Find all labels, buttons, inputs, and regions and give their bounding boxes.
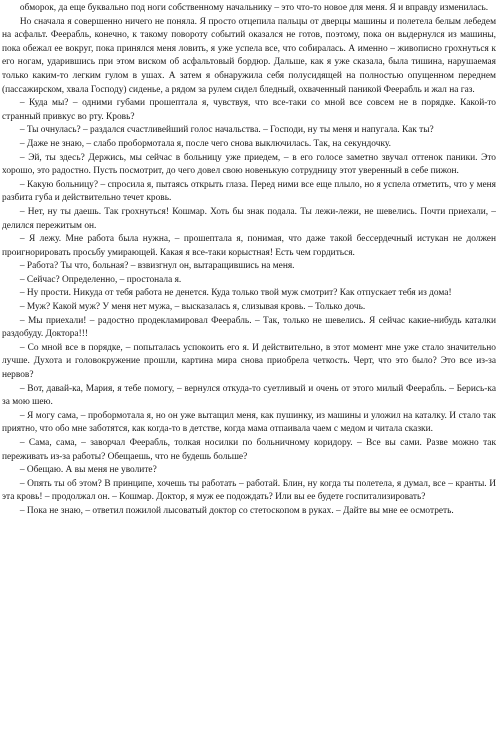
dialogue-line: – Опять ты об этом? В принципе, хочешь ты работать – работай. Блин, ну когда ты полетела, я думал, все – кранты. И эта кровь! – продолжал он. – Кошмар. Доктор, я муж ее подождать? Или вы ее будете госпитализировать? <box>2 478 496 503</box>
dialogue-line: – Пока не знаю, – ответил пожилой лысоватый доктор со стетоскопом в руках. – Дайте вы мне ее осмотреть. <box>19 505 454 516</box>
dialogue-line: – Даже не знаю, – слабо пробормотала я, после чего снова выключилась. Так, на секундочку. <box>19 138 391 149</box>
dialogue-line: – Эй, ты здесь? Держись, мы сейчас в больницу уже приедем, – в его голосе заметно звучал оттенок паники. Это хорошо, это радостно. Пусть посмотрит, до чего довел свою новенькую сотрудницу этот уверенный в себе пижон. <box>2 152 496 177</box>
dialogue-line: – Куда мы? – одними губами прошептала я, чувствуя, что все-таки со мной все совсем не в порядке. Какой-то странный привкус во рту. Кровь? <box>2 98 496 122</box>
dialogue-line: – Нет, ну ты даешь. Так грохнуться! Кошмар. Хоть бы знак подала. Ты лежи-лежи, не шевелись. Почти приехали, – делился пережитым он. <box>2 206 496 231</box>
dialogue-line: – Я могу сама, – пробормотала я, но он уже вытащил меня, как пушинку, из машины и уложил на каталку. И стало так приятно, что обо мне заботятся, как когда-то в детстве, когда мама отпаивала чаем с медом и читала сказки. <box>2 410 496 435</box>
dialogue-line: – Сама, сама, – заворчал Феерабль, толкая носилки по больничному коридору. – Все вы сами. Разве можно так переживать из-за работы? Обещаешь, что не будешь больше? <box>2 438 496 462</box>
dialogue-line: – Ты очнулась? – раздался счастливейший голос начальства. – Господи, ну ты меня и напугала. Как ты? <box>19 125 434 136</box>
dialogue-line: – Мы приехали! – радостно продекламировал Феерабль. – Так, только не шевелись. Я сейчас какие-нибудь каталки раздобуду. Доктора!!! <box>2 315 496 340</box>
dialogue-line: – Муж? Какой муж? У меня нет мужа, – высказалась я, слизывая кровь. – Только дочь. <box>19 302 366 313</box>
dialogue-line: – Ну прости. Никуда от тебя работа не денется. Куда только твой муж смотрит? Как отпускает тебя из дома! <box>19 288 452 299</box>
dialogue-line: – Работа? Ты что, больная? – взвизгнул он, вытаращившись на меня. <box>19 261 295 272</box>
paragraph: обморок, да еще буквально под ноги собственному начальнику – это что-то новое для меня. Я и вправду изменилась. <box>19 3 489 13</box>
paragraph: Но сначала я совершенно ничего не поняла. Я просто отцепила пальцы от дверцы машины и полетела белым лебедем на асфальт. Феерабль, конечно, к такому повороту событий оказался не готов, поэтому, пока он выдернулся из машины, пока обежал ее вокруг, пока принялся меня ловить, я уже успела все, что собиралась. А именно – живописно грохнуться к его ногам, ударившись при этом виском об асфальтовый бордюр. Дальше, как я уже сказала, была тишина, нарушаемая только каким-то легким гулом в ушах. А затем я обнаружила себя полусидящей на полностью опущенном переднем (пассажирском, хвала Господу) сиденье, а рядом за рулем сидел бледный, охваченный паникой Феерабль и жал на газ. <box>2 16 496 95</box>
dialogue-line: – Какую больницу? – спросила я, пытаясь открыть глаза. Перед ними все еще плыло, но я успела отметить, что у меня разбита губа и действительно течет кровь. <box>2 179 496 204</box>
dialogue-line: – Я лежу. Мне работа была нужна, – прошептала я, понимая, что даже такой бессердечный истукан не должен проигнорировать просьбу умирающей. Какая я все-таки корыстная! Есть чем гордиться. <box>2 234 496 258</box>
dialogue-line: – Со мной все в порядке, – попыталась успокоить его я. И действительно, в этот момент мне уже стало значительно лучше. Духота и головокружение прошли, картина мира снова приобрела четкость. Черт, что это было? Это все из-за нервов? <box>2 342 496 381</box>
dialogue-line: – Вот, давай-ка, Мария, я тебе помогу, – вернулся откуда-то суетливый и очень от этого милый Феерабль. – Берись-ка за мою шею. <box>2 383 496 408</box>
dialogue-line: – Обещаю. А вы меня не уволите? <box>19 465 157 476</box>
dialogue-line: – Сейчас? Определенно, – простонала я. <box>19 274 182 285</box>
